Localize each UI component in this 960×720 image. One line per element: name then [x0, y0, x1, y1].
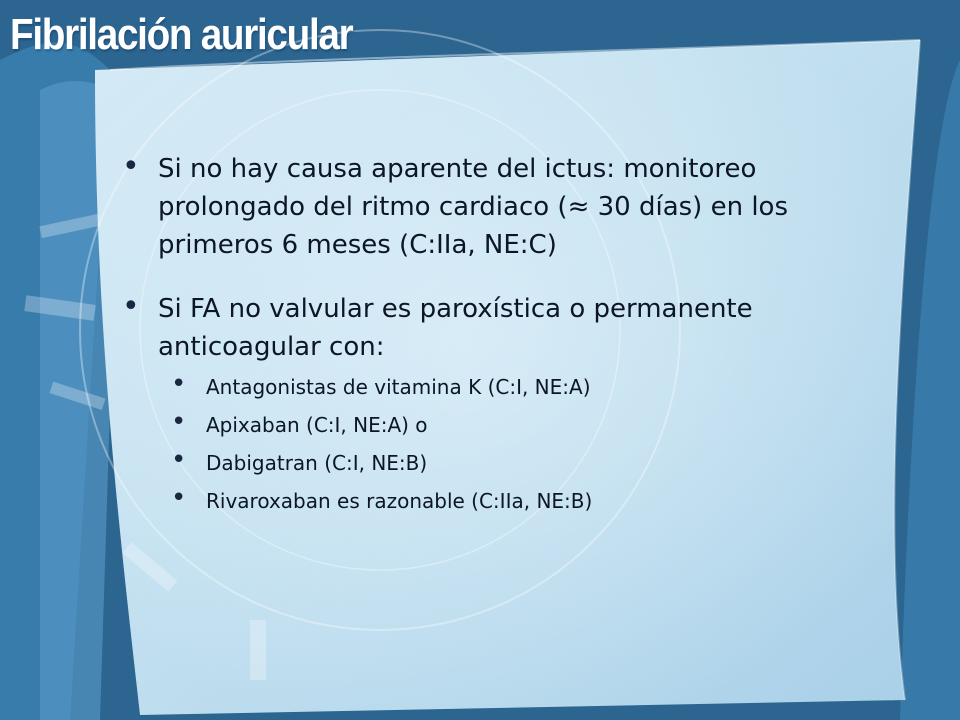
sub-bullet-text: Apixaban (C:I, NE:A) o: [206, 413, 428, 437]
sub-bullet-dot: •: [171, 369, 187, 399]
bullet-item: [118, 150, 878, 264]
sub-bullet-dot: •: [171, 445, 187, 475]
sub-bullet-item: [158, 406, 878, 444]
sub-bullet-list: [158, 368, 878, 520]
sub-bullet-item: [158, 444, 878, 482]
slide-content: [118, 150, 878, 520]
bullet-item: [118, 290, 878, 366]
sub-bullet-item: [158, 368, 878, 406]
sub-bullet-text: Rivaroxaban es razonable (C:IIa, NE:B): [206, 489, 593, 513]
bullet-text: Si FA no valvular es paroxística o permanente anticoagular con:: [158, 294, 753, 362]
bullet-dot: •: [122, 289, 140, 324]
bullet-text: Si no hay causa aparente del ictus: monitoreo prolongado del ritmo cardiaco (≈ 30 días) en los primeros 6 meses (C:IIa, NE:C): [158, 154, 789, 260]
sub-bullet-text: Dabigatran (C:I, NE:B): [206, 451, 428, 475]
sub-bullet-dot: •: [171, 407, 187, 437]
sub-bullet-item: [158, 482, 878, 520]
sub-bullet-dot: •: [171, 483, 187, 513]
bullet-dot: •: [122, 149, 140, 184]
sub-bullet-text: Antagonistas de vitamina K (C:I, NE:A): [206, 375, 591, 399]
slide-title: Fibrilación auricular: [10, 10, 353, 59]
